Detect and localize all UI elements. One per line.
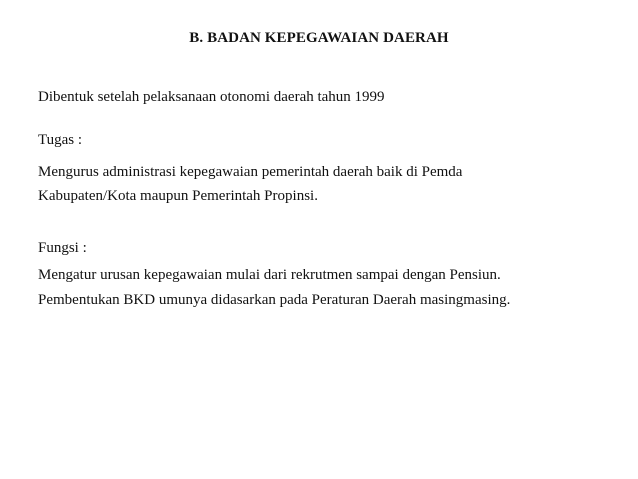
tugas-line-2: Kabupaten/Kota maupun Pemerintah Propinsi.: [38, 188, 318, 204]
intro-text: Dibentuk setelah pelaksanaan otonomi daerah tahun 1999: [38, 89, 385, 105]
fungsi-line-1: Mengatur urusan kepegawaian mulai dari rekrutmen sampai dengan Pensiun.: [38, 267, 501, 283]
tugas-heading: Tugas :: [38, 132, 83, 148]
slide-title: B. BADAN KEPEGAWAIAN DAERAH: [189, 30, 449, 46]
fungsi-heading: Fungsi :: [38, 240, 87, 256]
fungsi-line-2: Pembentukan BKD umunya didasarkan pada Peraturan Daerah masingmasing.: [38, 292, 511, 308]
tugas-line-1: Mengurus administrasi kepegawaian pemerintah daerah baik di Pemda: [38, 164, 463, 180]
